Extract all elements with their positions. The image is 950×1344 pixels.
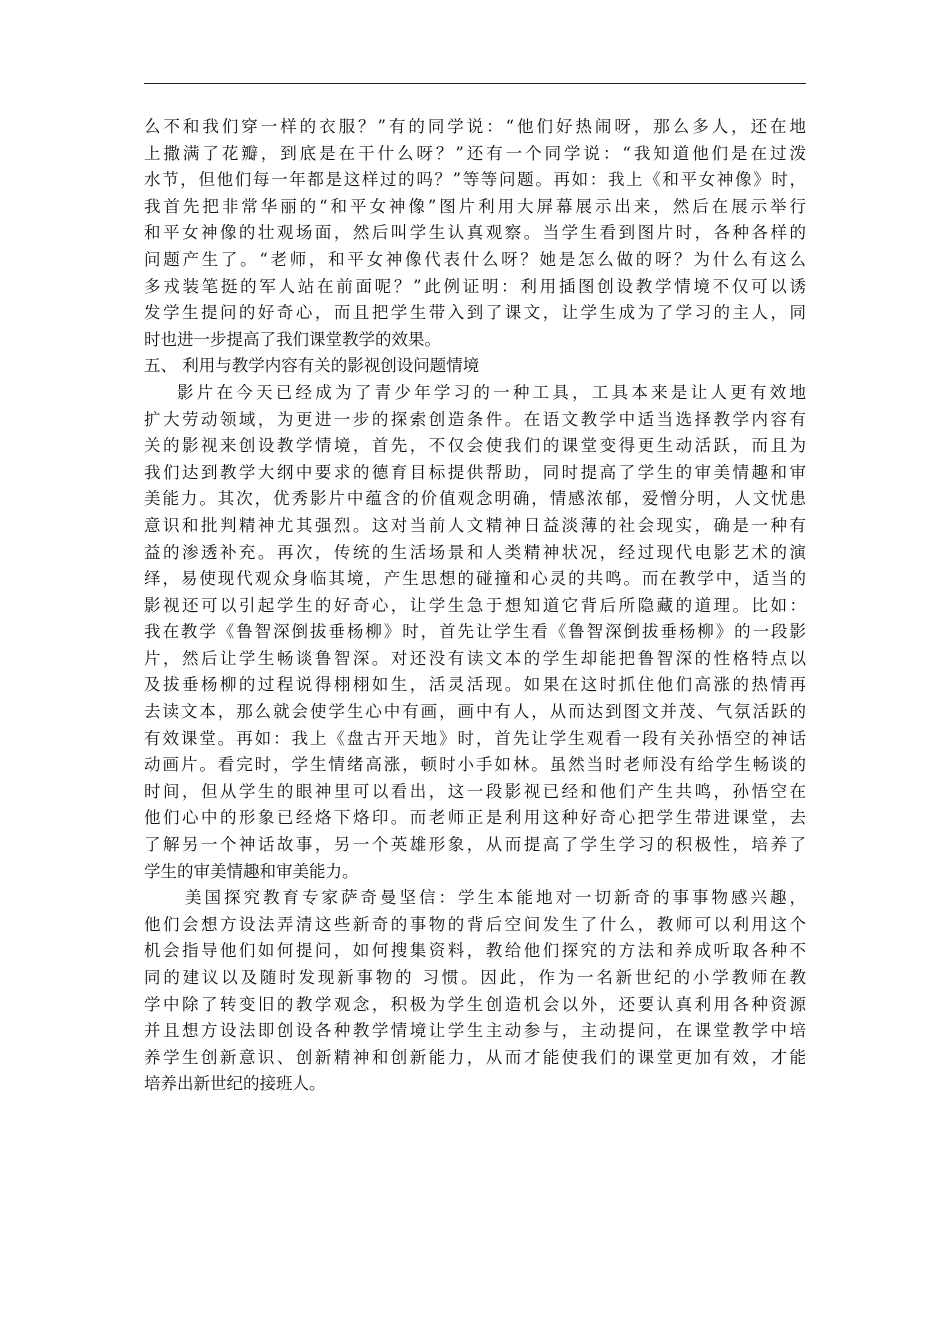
text-line: 我首先把非常华丽的“和平女神像”图片利用大屏幕展示出来，然后在展示举行 [144, 196, 806, 216]
text-line: 和平女神像的壮观场面，然后叫学生认真观察。当学生看到图片时，各种各样的 [144, 223, 806, 243]
text-line: 上撒满了花瓣，到底是在干什么呀？”还有一个同学说：“我知道他们是在过泼 [144, 143, 806, 163]
text-line: 多戎装笔挺的军人站在前面呢？”此例证明：利用插图创设教学情境不仅可以诱 [144, 276, 806, 296]
text-line: 影视还可以引起学生的好奇心，让学生急于想知道它背后所隐藏的道理。比如： [144, 595, 806, 615]
text-line: 并且想方设法即创设各种教学情境让学生主动参与，主动提问，在课堂教学中培 [144, 1021, 806, 1041]
document-body [144, 114, 806, 1098]
text-line: 有效课堂。再如：我上《盘古开天地》时，首先让学生观看一段有关孙悟空的神话 [144, 728, 806, 748]
text-line: 养学生创新意识、创新精神和创新能力，从而才能使我们的课堂更加有效，才能 [144, 1047, 806, 1067]
heading-text: 五、 利用与教学内容有关的影视创设问题情境 [144, 356, 480, 376]
text-line: 同的建议以及随时发现新事物的 习惯。因此，作为一名新世纪的小学教师在教 [144, 968, 806, 987]
paragraph [144, 885, 806, 1098]
text-line: 学中除了转变旧的教学观念，积极为学生创造机会以外，还要认真利用各种资源 [144, 994, 806, 1014]
paragraph [144, 114, 806, 353]
text-line: 时间，但从学生的眼神里可以看出，这一段影视已经和他们产生共鸣，孙悟空在 [144, 781, 806, 801]
text-line: 去读文本，那么就会使学生心中有画，画中有人，从而达到图文并茂、气氛活跃的 [144, 702, 806, 722]
text-line: 动画片。看完时，学生情绪高涨，顿时小手如林。虽然当时老师没有给学生畅谈的 [144, 755, 806, 775]
text-line: 扩大劳动领域，为更进一步的探索创造条件。在语文教学中适当选择教学内容有 [144, 409, 806, 429]
text-line: 美能力。其次，优秀影片中蕴含的价值观念明确，情感浓郁，爱憎分明，人文忧患 [144, 489, 806, 509]
section-heading [144, 353, 806, 380]
text-line: 意识和批判精神尤其强烈。这对当前人文精神日益淡薄的社会现实，确是一种有 [144, 515, 806, 535]
text-line: 及拔垂杨柳的过程说得栩栩如生，活灵活现。如果在这时抓住他们高涨的热情再 [144, 675, 806, 695]
text-line: 他们会想方设法弄清这些新奇的事物的背后空间发生了什么，教师可以利用这个 [144, 914, 806, 934]
text-line: 发学生提问的好奇心，而且把学生带入到了课文，让学生成为了学习的主人，同 [144, 303, 806, 323]
text-line: 益的渗透补充。再次，传统的生活场景和人类精神状况，经过现代电影艺术的演 [144, 542, 806, 562]
text-line: 美国探究教育专家萨奇曼坚信：学生本能地对一切新奇的事事物感兴趣， [185, 888, 806, 908]
text-line: 我们达到教学大纲中要求的德育目标提供帮助，同时提高了学生的审美情趣和审 [144, 462, 806, 482]
text-line: 机会指导他们如何提问，如何搜集资料，教给他们探究的方法和养成听取各种不 [144, 941, 806, 961]
text-line: 问题产生了。“老师，和平女神像代表什么呀？她是怎么做的呀？为什么有这么 [144, 249, 806, 269]
text-line: 关的影视来创设教学情境，首先，不仅会使我们的课堂变得更生动活跃，而且为 [144, 436, 806, 456]
header-rule [144, 83, 806, 84]
text-line: 时也进一步提高了我们课堂教学的效果。 [144, 329, 441, 349]
text-line: 培养出新世纪的接班人。 [144, 1074, 326, 1094]
text-line: 了解另一个神话故事，另一个英雄形象，从而提高了学生学习的积极性，培养了 [144, 835, 806, 855]
text-line: 他们心中的形象已经烙下烙印。而老师正是利用这种好奇心把学生带进课堂，去 [144, 808, 806, 828]
text-line: 我在教学《鲁智深倒拔垂杨柳》时，首先让学生看《鲁智深倒拔垂杨柳》的一段影 [144, 622, 806, 642]
paragraph [144, 380, 806, 885]
text-line: 水节，但他们每一年都是这样过的吗？”等等问题。再如：我上《和平女神像》时， [144, 170, 806, 190]
text-line: 绎，易使现代观众身临其境，产生思想的碰撞和心灵的共鸣。而在教学中，适当的 [144, 569, 806, 589]
text-line: 么不和我们穿一样的衣服？”有的同学说：“他们好热闹呀，那么多人，还在地 [144, 117, 806, 136]
text-line: 影片在今天已经成为了青少年学习的一种工具，工具本来是让人更有效地 [177, 382, 806, 402]
text-line: 学生的审美情趣和审美能力。 [144, 861, 359, 881]
text-line: 片，然后让学生畅谈鲁智深。对还没有读文本的学生却能把鲁智深的性格特点以 [144, 648, 806, 668]
